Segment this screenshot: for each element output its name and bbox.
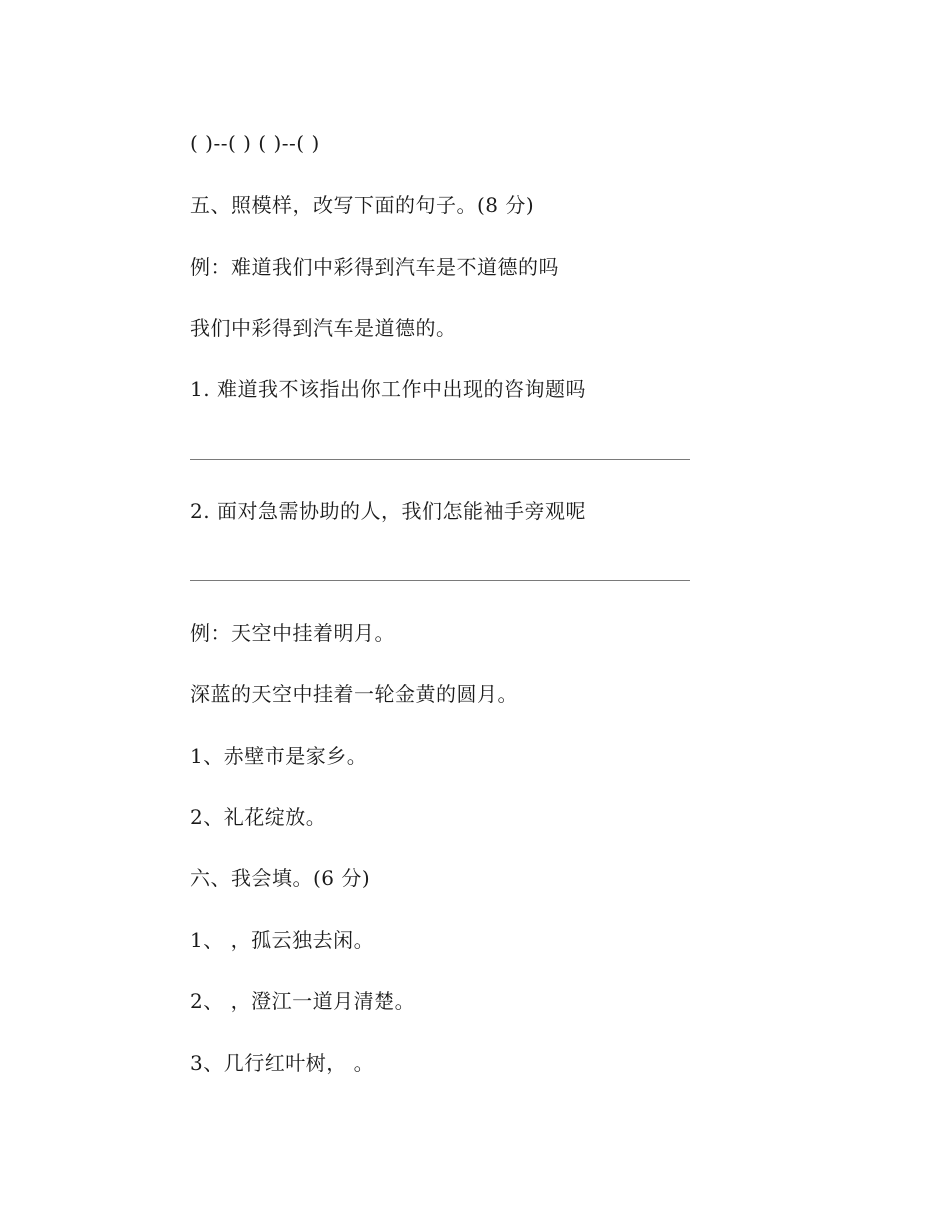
fill-in-2: 2、 ，澄江一道月清楚。 [190,989,416,1013]
fill-in-3: 3、几行红叶树， 。 [190,1051,375,1075]
example-answer-2: 深蓝的天空中挂着一轮金黄的圆月。 [190,682,518,706]
example-answer: 我们中彩得到汽车是道德的。 [190,316,457,340]
fill-in-1: 1、 ，孤云独去闲。 [190,928,375,952]
section-six-heading: 六、我会填。(6 分) [190,866,371,890]
question-2: 2. 面对急需协助的人，我们怎能袖手旁观呢 [190,499,586,523]
answer-line-1 [190,459,690,460]
example-sentence-2: 例：天空中挂着明月。 [190,621,395,645]
question-1: 1. 难道我不该指出你工作中出现的咨询题吗 [190,377,586,401]
section-five-heading: 五、照模样，改写下面的句子。(8 分) [190,193,535,217]
example-sentence: 例：难道我们中彩得到汽车是不道德的吗 [190,255,559,279]
exercise-2: 2、礼花绽放。 [190,805,327,829]
blank-pairs-line: ( )--( ) ( )--( ) [190,131,320,155]
answer-line-2 [190,580,690,581]
exercise-1: 1、赤壁市是家乡。 [190,744,368,768]
